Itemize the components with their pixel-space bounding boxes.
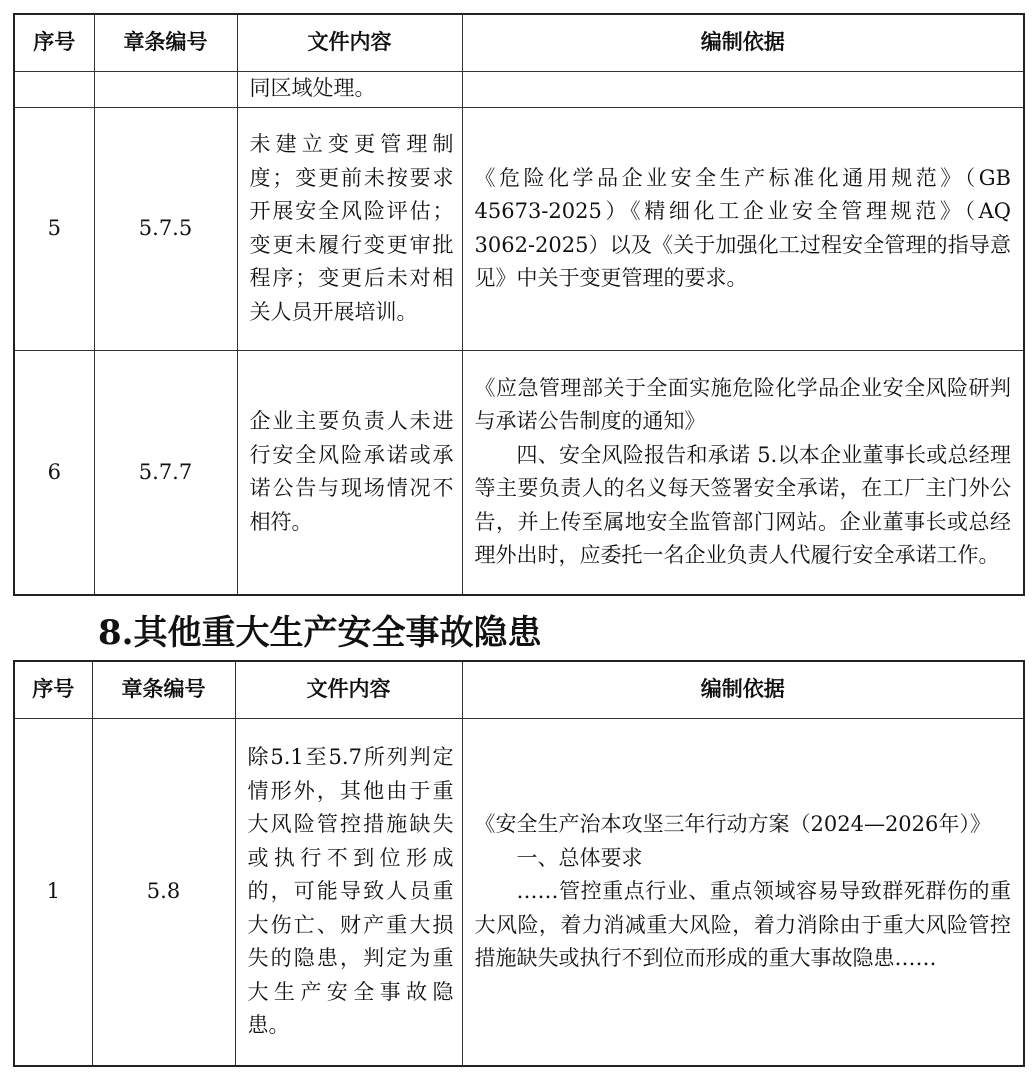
table-row [14, 107, 1024, 350]
basis-paragraph: 四、安全风险报告和承诺 5.以本企业董事长或总经理等主要负责人的名义每天签署安全承诺，在工厂主门外公告，并上传至属地安全监管部门网站。企业董事长或总经理外出时，应委托一名企业负责人代履行安全承诺工作。 [474, 442, 1011, 568]
basis-paragraph: 一、总体要求 [516, 845, 643, 870]
content-cell: 除5.1至5.7所列判定情形外，其他由于重大风险管控措施缺失或执行不到位形成的，可能导致人员重大伤亡、财产重大损失的隐患，判定为重大生产安全事故隐患。 [235, 718, 462, 1066]
table-header-row [14, 661, 1024, 718]
basis-paragraph: ……管控重点行业、重点领域容易导致群死群伤的重大风险，着力消减重大风险，着力消除由于重大风险管控措施缺失或执行不到位而形成的重大事故隐患…… [474, 879, 1011, 970]
header-basis: 编制依据 [462, 14, 1024, 71]
section-title: 8.其他重大生产安全事故隐患 [98, 613, 542, 653]
content-cell: 同区域处理。 [237, 71, 462, 107]
header-basis: 编制依据 [462, 661, 1024, 718]
table-header-row [14, 14, 1024, 71]
hazard-table-continued [13, 13, 1025, 596]
header-clause: 章条编号 [94, 14, 237, 71]
header-clause: 章条编号 [92, 661, 235, 718]
basis-cell [462, 107, 1024, 350]
header-index: 序号 [14, 14, 94, 71]
table-row [14, 718, 1024, 1066]
clause-cell: 5.7.7 [94, 350, 237, 595]
content-cell: 企业主要负责人未进行安全风险承诺或承诺公告与现场情况不相符。 [237, 350, 462, 595]
basis-paragraph: 《安全生产治本攻坚三年行动方案（2024—2026年）》 [474, 812, 991, 836]
header-index: 序号 [14, 661, 92, 718]
basis-cell [462, 718, 1024, 1066]
basis-paragraph: 《应急管理部关于全面实施危险化学品企业安全风险研判与承诺公告制度的通知》 [474, 375, 1011, 434]
clause-cell: 5.7.5 [94, 107, 237, 350]
table-row-carry-over [14, 71, 1024, 107]
header-content: 文件内容 [235, 661, 462, 718]
basis-paragraph: 《危险化学品企业安全生产标准化通用规范》（GB 45673-2025）《精细化工企业安全管理规范》（AQ 3062-2025）以及《关于加强化工过程安全管理的指导意见》中关于变更管理的要求。 [474, 165, 1011, 290]
index-cell: 5 [14, 107, 94, 350]
content-cell: 未建立变更管理制度；变更前未按要求开展安全风险评估；变更未履行变更审批程序；变更后未对相关人员开展培训。 [237, 107, 462, 350]
clause-cell: 5.8 [92, 718, 235, 1066]
hazard-table-other [13, 660, 1025, 1067]
header-content: 文件内容 [237, 14, 462, 71]
index-cell: 6 [14, 350, 94, 595]
basis-cell [462, 350, 1024, 595]
table-row [14, 350, 1024, 595]
index-cell: 1 [14, 718, 92, 1066]
